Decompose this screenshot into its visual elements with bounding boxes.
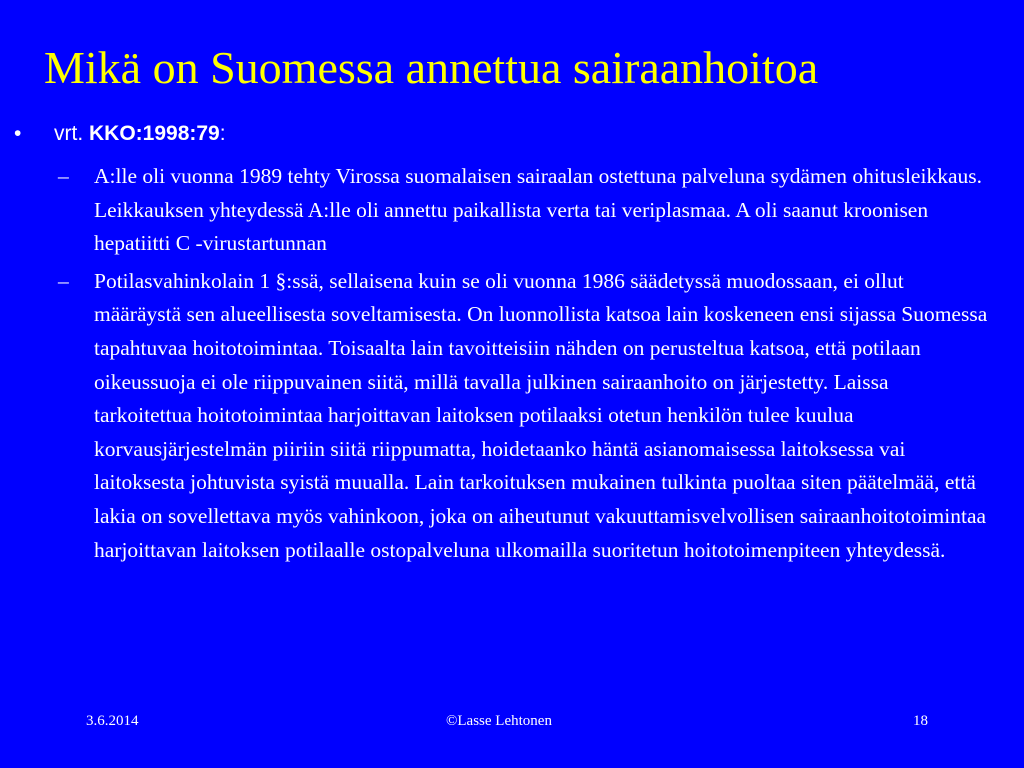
footer-page-number: 18 [913, 713, 928, 729]
footer-date: 3.6.2014 [86, 713, 139, 729]
bullet-prefix: vrt. [54, 122, 89, 145]
footer-author: ©Lasse Lehtonen [446, 713, 552, 729]
dash-marker: – [58, 268, 69, 293]
bullet-content [54, 120, 226, 148]
bullet-marker: • [14, 122, 22, 145]
sub-bullet-item [58, 265, 988, 567]
sub-bullet-list [58, 160, 988, 571]
sub-bullet-text: A:lle oli vuonna 1989 tehty Virossa suomalaisen sairaalan ostettuna palveluna sydämen ohitusleikkaus. Leikkauksen yhteydessä A:lle oli annettu paikallista verta tai veriplasmaa. A oli saanut kroonisen hepatiitti C -virustartunnan [94, 164, 982, 256]
dash-marker: – [58, 164, 69, 188]
sub-bullet-text: Potilasvahinkolain 1 §:ssä, sellaisena kuin se oli vuonna 1986 säädetyssä muodossaan, ei ollut määräystä sen alueellisesta soveltamisesta. On luonnollista katsoa lain koskeneen ensi sijassa Suomessa tapahtuvaa hoitotoimintaa. Toisaalta lain tavoitteisiin nähden on perusteltua katsoa, että potilaan oikeussuoja ei ole riippuvainen siitä, millä tavalla julkinen sairaanhoito on järjestetty. Laissa tarkoitettua hoitotoimintaa harjoittavan laitoksen potilaaksi otetun henkilön tulee kuulua korvausjärjestelmän piiriin siitä riippumatta, hoidetaanko häntä asianomaisessa laitoksessa vai laitoksesta johtuvista syistä muualla. Lain tarkoituksen mukainen tulkinta puoltaa siten päätelmää, että lakia on sovellettava myös vahinkoon, joka on aiheutunut vakuuttamisvelvollisen sairaanhoitotoimintaa harjoittavan laitoksen potilaalle ostopalveluna ulkomailla suoritetun hoitotoimenpiteen yhteydessä. [94, 268, 988, 562]
slide-title: Mikä on Suomessa annettua sairaanhoitoa [44, 42, 819, 93]
sub-bullet-item [58, 160, 988, 261]
case-reference: KKO:1998:79 [89, 122, 220, 145]
bullet-suffix: : [219, 122, 226, 145]
